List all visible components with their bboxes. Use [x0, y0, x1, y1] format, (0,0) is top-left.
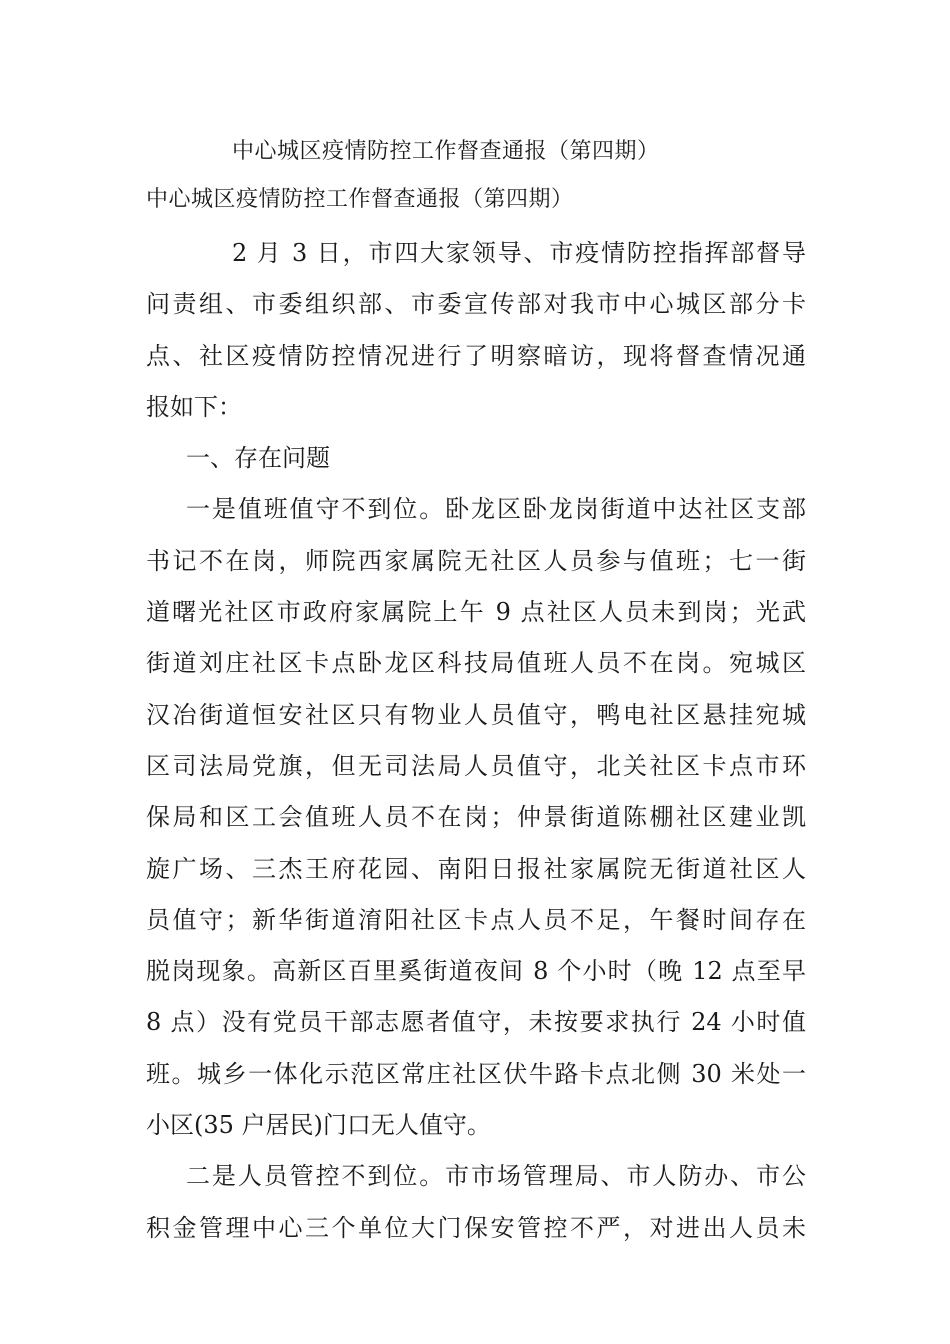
text-line: 员值守；新华街道淯阳社区卡点人员不足，午餐时间存在: [146, 905, 806, 934]
document-title: 中心城区疫情防控工作督查通报（第四期）: [232, 139, 660, 164]
document-body: [146, 228, 806, 1254]
text-line: 报如下：: [146, 392, 242, 421]
text-line: 脱岗现象。高新区百里奚街道夜间 8 个小时（晚 12 点至早: [146, 957, 806, 986]
text-line: 街道刘庄社区卡点卧龙区科技局值班人员不在岗。宛城区: [146, 649, 806, 678]
text-line: 一、存在问题: [186, 444, 330, 473]
text-line: 书记不在岗，师院西家属院无社区人员参与值班；七一街: [146, 546, 806, 575]
text-line: 积金管理中心三个单位大门保安管控不严，对进出人员未: [146, 1213, 806, 1242]
text-line: 点、社区疫情防控情况进行了明察暗访，现将督查情况通: [146, 341, 806, 370]
text-line: 区司法局党旗，但无司法局人员值守，北关社区卡点市环: [146, 751, 806, 780]
text-line: 道曙光社区市政府家属院上午 9 点社区人员未到岗；光武: [146, 598, 806, 627]
document-subtitle: 中心城区疫情防控工作督查通报（第四期）: [146, 187, 574, 212]
text-line: 二是人员管控不到位。市市场管理局、市人防办、市公: [186, 1162, 806, 1191]
text-line: 2 月 3 日，市四大家领导、市疫情防控指挥部督导: [232, 239, 806, 267]
text-line: 8 点）没有党员干部志愿者值守，未按要求执行 24 小时值: [146, 1008, 806, 1037]
text-line: 汉冶街道恒安社区只有物业人员值守，鸭电社区悬挂宛城: [146, 700, 806, 729]
text-line: 小区(35 户居民)门口无人值守。: [146, 1111, 491, 1140]
text-line: 问责组、市委组织部、市委宣传部对我市中心城区部分卡: [146, 290, 806, 319]
text-line: 旋广场、三杰王府花园、南阳日报社家属院无街道社区人: [146, 854, 806, 883]
text-line: 一是值班值守不到位。卧龙区卧龙岗街道中达社区支部: [186, 495, 806, 524]
text-line: 班。城乡一体化示范区常庄社区伏牛路卡点北侧 30 米处一: [146, 1059, 806, 1088]
text-line: 保局和区工会值班人员不在岗；仲景街道陈棚社区建业凯: [146, 803, 806, 832]
